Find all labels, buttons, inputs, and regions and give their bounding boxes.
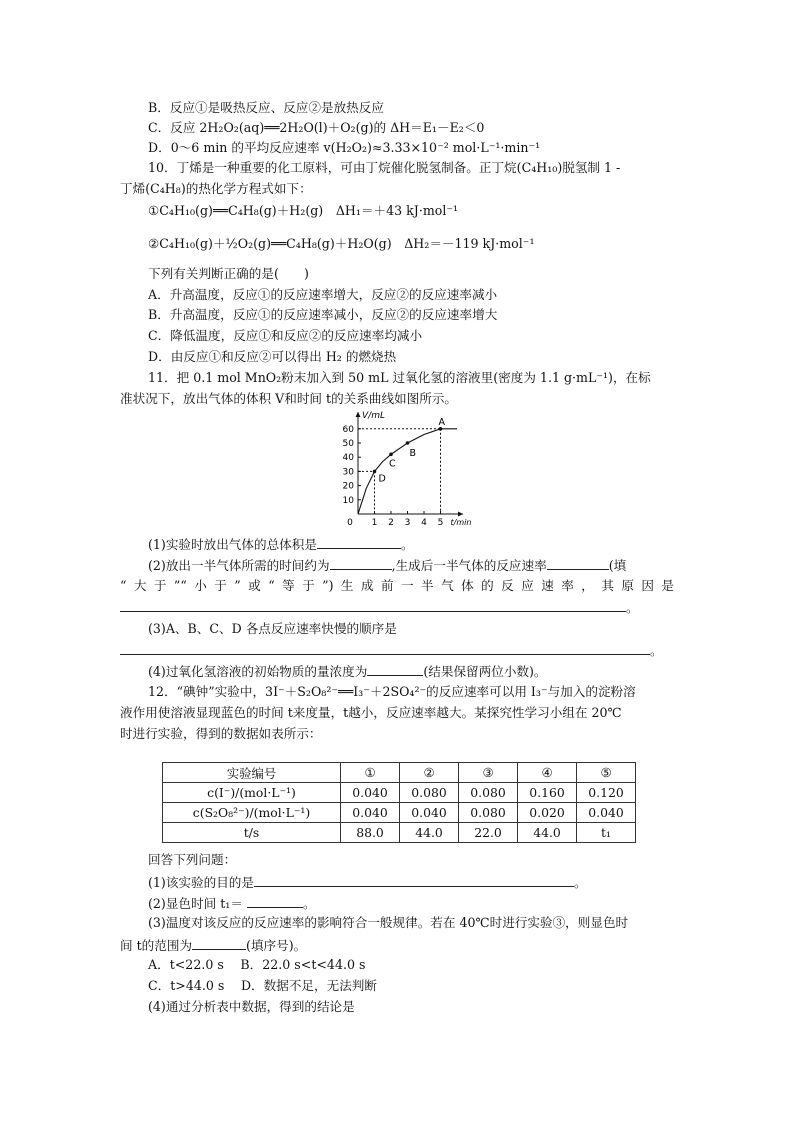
table-cell: ③ — [459, 763, 518, 783]
q9-option-b: B．反应①是吸热反应、反应②是放热反应 — [148, 100, 384, 115]
q9-option-c: C．反应 2H₂O₂(aq)══2H₂O(l)＋O₂(g)的 ΔH＝E₁－E₂＜0 — [148, 120, 485, 135]
table-row — [163, 783, 636, 803]
q11-part3-answer-line — [120, 641, 663, 659]
q12-part3-line2 — [120, 936, 306, 954]
period: 。 — [400, 537, 414, 552]
y-tick-label: 30 — [342, 467, 354, 478]
table-cell: 0.080 — [459, 783, 518, 803]
period: 。 — [574, 875, 587, 890]
point-label-A: A — [438, 416, 445, 428]
q11-stem-line2: 准状况下，放出气体的体积 V和时间 t的关系曲线如图所示。 — [120, 391, 458, 406]
q10-option-d: D．由反应①和反应②可以得出 H₂ 的燃烧热 — [148, 349, 397, 364]
q11-part2-text-a: (2)放出一半气体所需的时间约为 — [148, 558, 330, 573]
q10-equation-1: ①C₄H₁₀(g)══C₄H₈(g)＋H₂(g) ΔH₁＝＋43 kJ·mol⁻¹ — [148, 203, 459, 218]
x-tick-label: 0 — [347, 518, 353, 528]
y-tick-label: 10 — [342, 495, 354, 506]
y-tick-label: 50 — [342, 439, 354, 449]
q11-part2-text-b: ,生成后一半气体的反应速率 — [391, 558, 547, 573]
x-tick-label: 2 — [388, 518, 394, 528]
row-header-cell: c(I⁻)/(mol·L⁻¹) — [163, 783, 341, 803]
answer-blank[interactable] — [317, 535, 401, 549]
x-tick-label: 5 — [437, 518, 444, 528]
q12-stem-line1: 12．“碘钟”实验中，3I⁻＋S₂O₈²⁻══I₃⁻＋2SO₄²⁻的反应速率可以用 I₃⁻与加入的淀粉溶 — [148, 684, 636, 699]
y-tick-label: 40 — [342, 453, 354, 464]
point-B — [406, 441, 410, 445]
q10-question: 下列有关判断正确的是( ) — [148, 266, 309, 281]
q12-part2-text: (2)显色时间 t₁＝ — [148, 896, 243, 911]
q10-stem-line2: 丁烯(C₄H₈)的热化学方程式如下： — [120, 181, 312, 196]
table-cell: ④ — [518, 763, 577, 783]
q10-option-a: A．升高温度，反应①的反应速率增大，反应②的反应速率减小 — [148, 287, 498, 302]
x-axis-arrow — [458, 512, 463, 517]
table-row — [163, 803, 636, 823]
q12-answer-intro: 回答下列问题： — [148, 852, 237, 867]
table-header-row — [163, 763, 636, 783]
answer-blank[interactable] — [192, 936, 246, 950]
row-header-cell: 实验编号 — [163, 763, 341, 783]
q9-option-d: D．0～6 min 的平均反应速率 v(H₂O₂)≈3.33×10⁻² mol·L⁻¹·min⁻¹ — [148, 140, 541, 155]
table-cell: t₁ — [577, 823, 636, 843]
q11-part2-line2: “大于”“小于”或“等于”)生成前一半气体的反应速率，其原因是 — [120, 578, 674, 593]
table-cell: 0.040 — [400, 803, 459, 823]
row-header-cell: c(S₂O₈²⁻)/(mol·L⁻¹) — [163, 803, 341, 823]
period: 。 — [650, 643, 663, 658]
row-header-cell: t/s — [163, 823, 341, 843]
period: 。 — [302, 896, 316, 911]
q10-stem-line1: 10．丁烯是一种重要的化工原料，可由丁烷催化脱氢制备。正丁烷(C₄H₁₀)脱氢制 1 - — [148, 160, 621, 175]
q11-stem-line1: 11．把 0.1 mol MnO₂粉末加入到 50 mL 过氧化氢的溶液里(密度为 1.1 g·mL⁻¹)，在标 — [148, 370, 651, 385]
q11-part1-text: (1)实验时放出气体的总体积是 — [148, 537, 317, 552]
answer-blank[interactable] — [254, 873, 574, 887]
point-D — [373, 470, 377, 474]
x-tick-label: 4 — [421, 518, 427, 528]
y-axis-label: V/mL — [362, 411, 385, 421]
table-cell: ② — [400, 763, 459, 783]
table-cell: 0.040 — [341, 803, 400, 823]
point-label-C: C — [389, 458, 396, 470]
experiment-table — [162, 762, 636, 843]
x-tick-label: 1 — [371, 518, 378, 528]
point-C — [389, 453, 393, 457]
answer-blank[interactable] — [547, 556, 609, 570]
table-cell: ⑤ — [577, 763, 636, 783]
q12-stem-line3: 时进行实验，得到的数据如表所示： — [120, 726, 322, 741]
table-cell: 0.040 — [577, 803, 636, 823]
table-cell: 0.020 — [518, 803, 577, 823]
q10-option-c: C．降低温度，反应①和反应②的反应速率均减小 — [148, 328, 423, 343]
q11-part4 — [148, 662, 547, 680]
volume-time-chart — [330, 408, 480, 528]
table-cell: 88.0 — [341, 823, 400, 843]
q12-options-cd: C．t>44.0 s D．数据不足，无法判断 — [148, 978, 377, 993]
table-cell: 22.0 — [459, 823, 518, 843]
answer-blank[interactable] — [120, 641, 650, 655]
q12-part2 — [148, 894, 316, 912]
answer-blank[interactable] — [247, 894, 303, 908]
q12-stem-line2: 液作用使溶液显现蓝色的时间 t来度量，t越小，反应速率越大。某探究性学习小组在 20℃ — [120, 705, 622, 720]
answer-blank[interactable] — [367, 662, 423, 676]
table-cell: 0.040 — [341, 783, 400, 803]
table-cell: 0.080 — [459, 803, 518, 823]
q11-part3: (3)A、B、C、D 各点反应速率快慢的顺序是 — [148, 621, 397, 636]
table-cell: 44.0 — [400, 823, 459, 843]
q12-part3-line1: (3)温度对该反应的反应速率的影响符合一般规律。若在 40℃时进行实验③，则显色时 — [148, 915, 629, 930]
table-cell: 0.080 — [400, 783, 459, 803]
q12-part3-text-c: (填序号)。 — [246, 938, 307, 953]
table-cell: ① — [341, 763, 400, 783]
x-tick-label: 3 — [404, 518, 411, 528]
q11-part2-text-c: (填 — [608, 558, 627, 573]
q11-part2-answer-line — [120, 598, 639, 616]
table-cell: 44.0 — [518, 823, 577, 843]
x-axis-label: t/min — [450, 518, 472, 527]
table-row — [163, 823, 636, 843]
point-label-D: D — [378, 473, 386, 485]
q12-part1-text: (1)该实验的目的是 — [148, 875, 254, 890]
q11-part4-text-a: (4)过氧化氢溶液的初始物质的量浓度为 — [148, 664, 368, 679]
point-label-B: B — [409, 448, 417, 459]
table-cell: 0.120 — [577, 783, 636, 803]
y-tick-label: 20 — [342, 481, 354, 492]
y-axis-arrow — [356, 412, 361, 417]
q10-equation-2: ②C₄H₁₀(g)＋½O₂(g)══C₄H₈(g)＋H₂O(g) ΔH₂＝－119 kJ·mol⁻¹ — [148, 236, 535, 251]
q11-part2 — [148, 556, 626, 574]
q11-part1 — [148, 535, 414, 553]
q12-options-ab: A．t<22.0 s B．22.0 s<t<44.0 s — [148, 957, 366, 972]
answer-blank[interactable] — [330, 556, 392, 570]
answer-blank[interactable] — [120, 598, 626, 612]
period: 。 — [626, 600, 639, 615]
y-tick-label: 60 — [342, 424, 354, 435]
q10-option-b: B．升高温度，反应①的反应速率减小，反应②的反应速率增大 — [148, 307, 498, 322]
table-cell: 0.160 — [518, 783, 577, 803]
q12-part1 — [148, 873, 587, 891]
q12-part4: (4)通过分析表中数据，得到的结论是 — [148, 999, 355, 1014]
q11-part4-text-b: (结果保留两位小数)。 — [423, 664, 547, 679]
q12-part3-text: 间 t的范围为 — [120, 938, 193, 953]
